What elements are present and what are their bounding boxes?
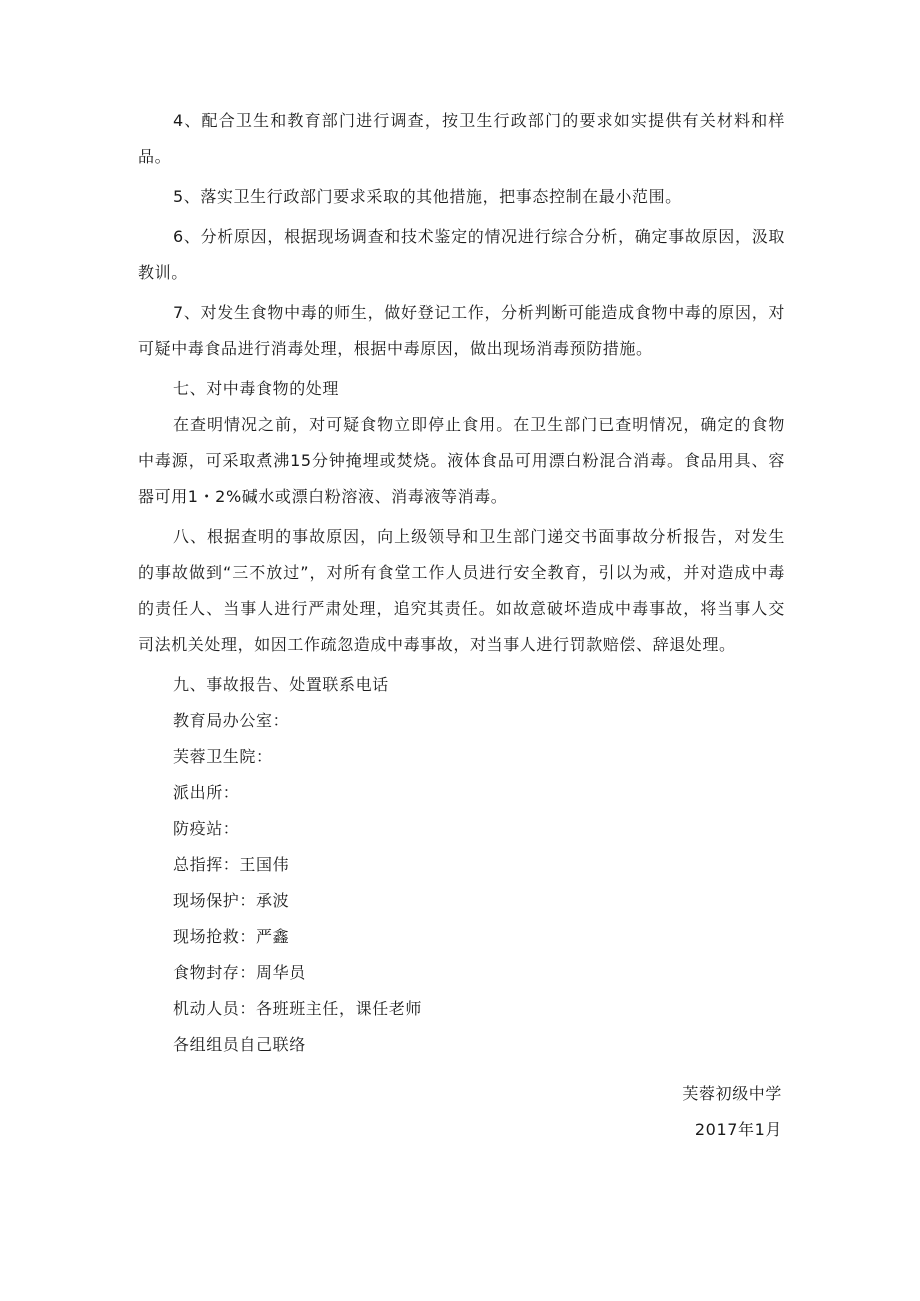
paragraph-item-5: 5、落实卫生行政部门要求采取的其他措施，把事态控制在最小范围。: [173, 187, 682, 206]
contact-police-station: 派出所：: [173, 783, 240, 802]
contact-group-members: 各组组员自己联络: [173, 1035, 306, 1054]
contact-scene-protection: 现场保护：承波: [173, 891, 290, 910]
paragraph-item-7: 7、对发生食物中毒的师生，做好登记工作，分析判断可能造成食物中毒的原因，对可疑中毒食品进行消毒处理，根据中毒原因，做出现场消毒预防措施。: [138, 303, 785, 358]
section-7-body: 在查明情况之前，对可疑食物立即停止食用。在卫生部门已查明情况，确定的食物中毒源，可采取煮沸15分钟掩埋或焚烧。液体食品可用漂白粉混合消毒。食品用具、容器可用1・2%碱水或漂白粉溶液、消毒液等消毒。: [138, 415, 785, 506]
section-7-heading: 七、对中毒食物的处理: [173, 379, 340, 398]
signature-block: [682, 1076, 782, 1148]
signature-organization: 芙蓉初级中学: [682, 1084, 782, 1103]
contact-epidemic-station: 防疫站：: [173, 819, 240, 838]
contact-health-center: 芙蓉卫生院：: [173, 747, 273, 766]
contact-mobile-staff: 机动人员：各班班主任，课任老师: [173, 999, 423, 1018]
document-body: [138, 103, 785, 1063]
contact-food-sealing: 食物封存：周华员: [173, 963, 306, 982]
contact-education-office: 教育局办公室：: [173, 711, 290, 730]
contact-scene-rescue: 现场抢救：严鑫: [173, 927, 290, 946]
paragraph-item-6: 6、分析原因，根据现场调查和技术鉴定的情况进行综合分析，确定事故原因，汲取教训。: [138, 227, 785, 282]
signature-date: 2017年1月: [694, 1120, 782, 1139]
paragraph-item-4: 4、配合卫生和教育部门进行调查，按卫生行政部门的要求如实提供有关材料和样品。: [138, 111, 785, 166]
section-8-body: 八、根据查明的事故原因，向上级领导和卫生部门递交书面事故分析报告，对发生的事故做到“三不放过”，对所有食堂工作人员进行安全教育，引以为戒，并对造成中毒的责任人、当事人进行严肃处理，追究其责任。如故意破坏造成中毒事故，将当事人交司法机关处理，如因工作疏忽造成中毒事故，对当事人进行罚款赔偿、辞退处理。: [138, 527, 785, 654]
contact-commander: 总指挥：王国伟: [173, 855, 290, 874]
section-9-heading: 九、事故报告、处置联系电话: [173, 675, 389, 694]
